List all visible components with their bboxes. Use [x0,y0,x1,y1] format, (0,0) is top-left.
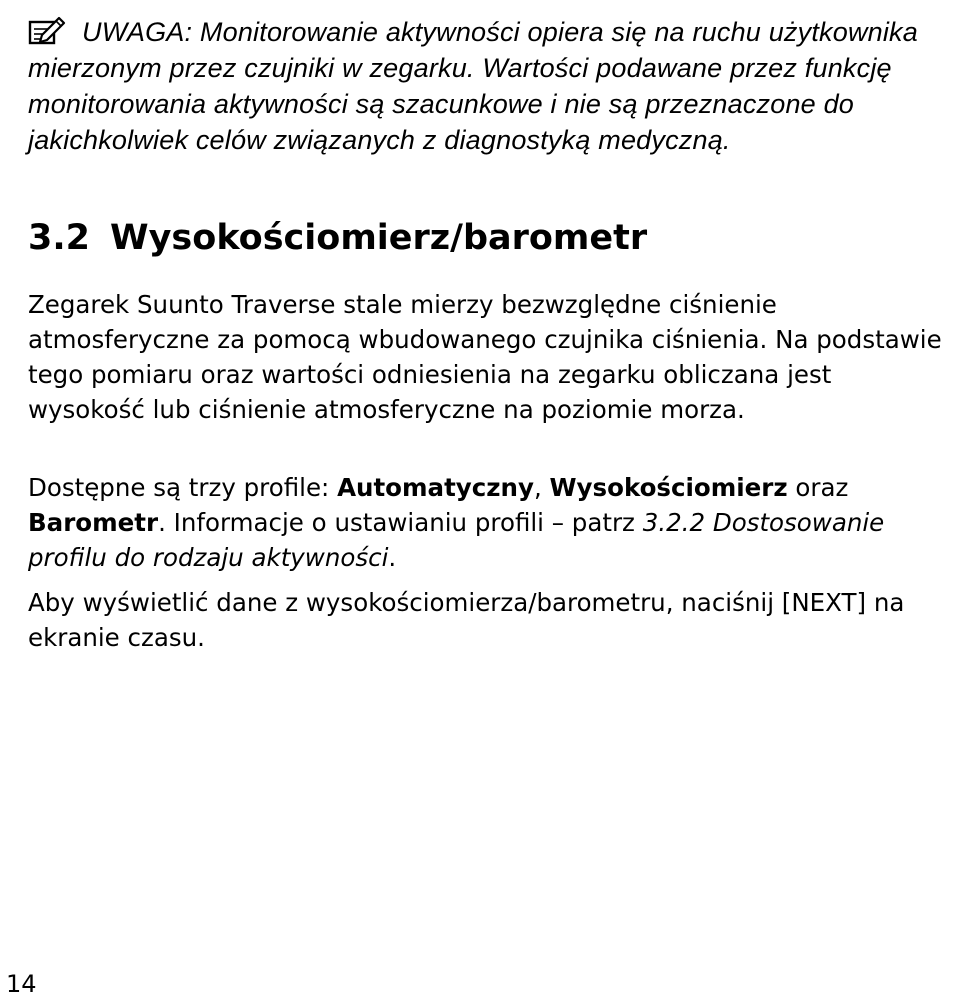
profiles-separator-2: oraz [787,473,849,502]
profile-automatic: Automatyczny [337,473,534,502]
paragraph-display-instructions: Aby wyświetlić dane z wysokościomierza/barometru, naciśnij [NEXT] na ekranie czasu. [28,588,905,652]
profiles-end: . [388,543,397,572]
profiles-mid-text: . Informacje o ustawianiu profili – patrz [158,508,643,537]
section-title-text: Wysokościomierz/barometr [110,218,648,258]
profile-altimeter: Wysokościomierz [549,473,788,502]
note-text: Monitorowanie aktywności opiera się na ruchu użytkownika mierzonym przez czujniki w zegarku. Wartości podawane przez funkcję monitorowania aktywności są szacunkowe i nie są przeznaczone do jakichkolwiek celów związanych z diagnostyką medyczną. [28,17,918,155]
cross-reference-link[interactable]: 3.2.2 Dostosowanie profilu do rodzaju aktywności [28,508,885,572]
section-number: 3.2 [28,218,91,258]
paragraph-sensor-description: Zegarek Suunto Traverse stale mierzy bezwzględne ciśnienie atmosferyczne za pomocą wbudowanego czujnika ciśnienia. Na podstawie tego pomiaru oraz wartości odniesienia na zegarku obliczana jest wysokość lub ciśnienie atmosferyczne na poziomie morza. [28,290,942,424]
profiles-lead: Dostępne są trzy profile: [28,473,338,502]
profiles-separator-1: , [533,473,550,502]
profile-barometer: Barometr [28,508,159,537]
paragraph-profiles [28,470,953,575]
section-title [28,214,647,262]
note-pencil-icon [28,16,66,46]
note-label: UWAGA: [82,17,193,47]
note-block [28,14,933,158]
page-number: 14 [6,970,37,998]
